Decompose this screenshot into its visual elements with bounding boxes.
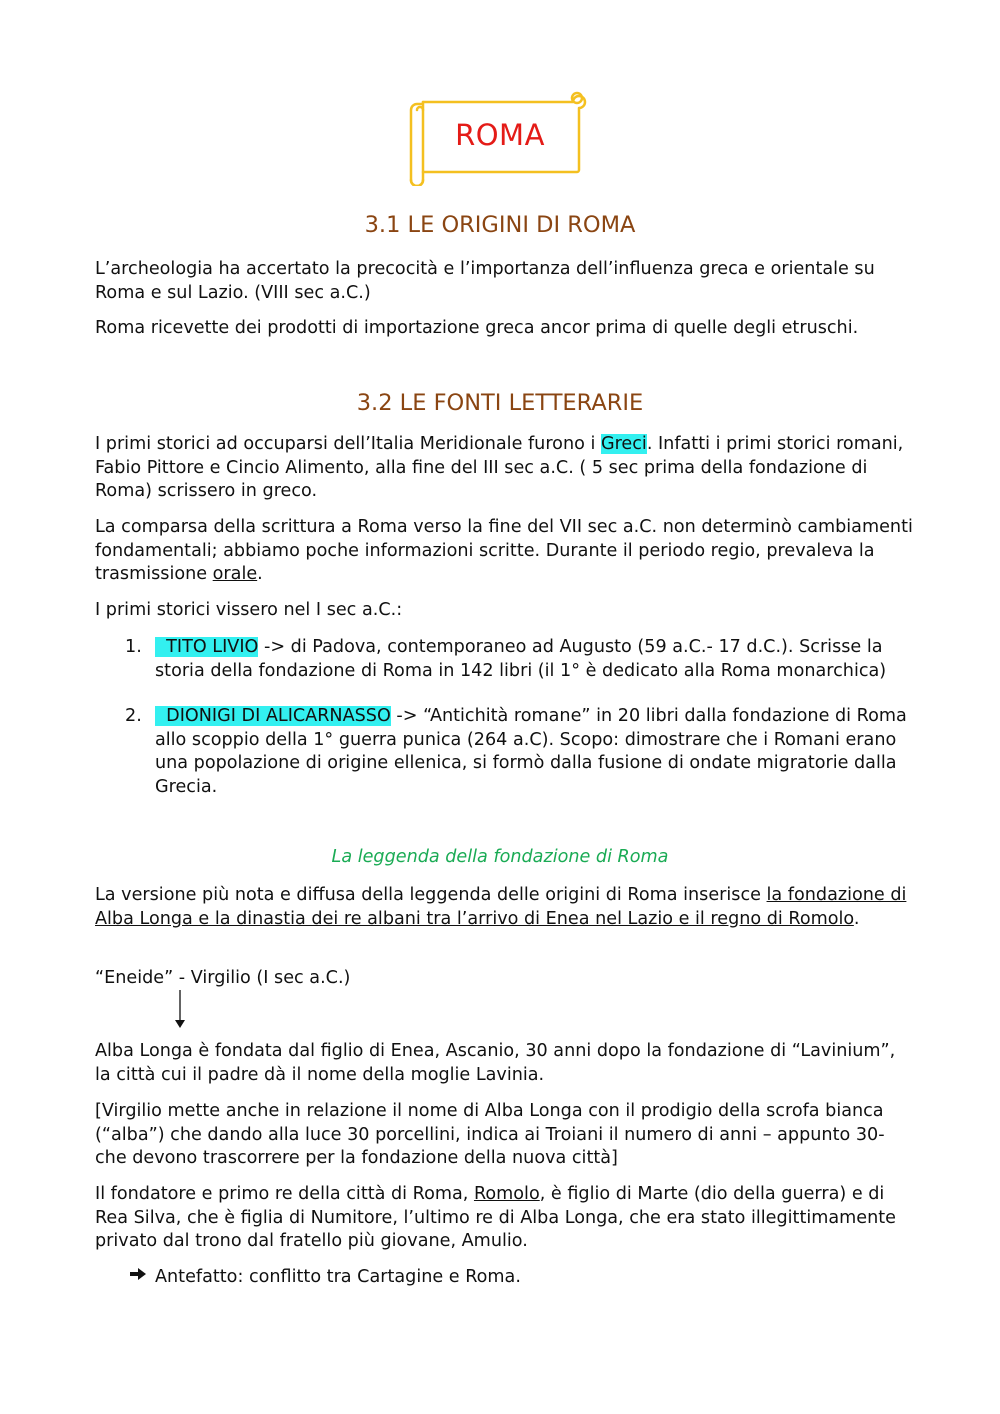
text-run: La versione più nota e diffusa della leggenda delle origini di Roma inserisce: [95, 885, 767, 905]
text-run: Il fondatore e primo re della città di Roma,: [95, 1184, 474, 1204]
paragraph-primi-storici-sec: I primi storici vissero nel I sec a.C.:: [95, 600, 403, 620]
paragraph-primi-storici: [95, 433, 915, 504]
paragraph-alba-longa: Alba Longa è fondata dal figlio di Enea, Ascanio, 30 anni dopo la fondazione di “Lavinium”, la città cui il padre dà il nome della moglie Lavinia.: [95, 1041, 896, 1085]
text-run: .: [853, 908, 860, 929]
highlighted-tito-livio: TITO LIVIO: [155, 637, 259, 657]
highlighted-greci: Greci: [600, 434, 647, 454]
section-heading-fonti: 3.2 LE FONTI LETTERARIE: [356, 390, 644, 416]
paragraph-scrittura: [95, 516, 915, 587]
highlighted-dionigi: DIONIGI DI ALICARNASSO: [155, 706, 391, 726]
underlined-romolo: Romolo: [473, 1184, 540, 1204]
text-run: -> di Padova, contemporaneo ad Augusto (59 a.C.- 17 d.C.). Scrisse la storia della fondazione di Roma in 142 libri (il 1° è dedicato alla Roma monarchica): [155, 637, 887, 681]
underlined-alba-longa: la fondazione di Alba Longa e la dinastia dei re albani tra l’arrivo di Enea nel Lazio e il regno di Romolo: [95, 885, 907, 929]
section-heading-origini: 3.1 LE ORIGINI DI ROMA: [364, 212, 636, 238]
right-arrow-bullet-icon: [128, 1264, 148, 1284]
paragraph-prodotti-greci: Roma ricevette dei prodotti di importazione greca ancor prima di quelle degli etruschi.: [95, 318, 859, 338]
text-run: . Infatti i primi storici romani, Fabio Pittore e Cincio Alimento, alla fine del III sec a.C. ( 5 sec prima della fondazione di Roma) scrissero in greco.: [95, 434, 904, 501]
list-number-1: 1.: [125, 637, 142, 657]
underlined-orale: orale: [212, 564, 258, 584]
text-run: -> “Antichità romane” in 20 libri dalla fondazione di Roma allo scoppio della 1° guerra punica (264 a.C). Scopo: dimostrare che i Romani erano una popolazione di origine ellenica, si formò dalla fusione di ondate migratorie dalla Grecia.: [155, 706, 907, 797]
list-item-dionigi: [155, 705, 915, 799]
list-item-tito-livio: [155, 636, 915, 683]
paragraph-versione: [95, 884, 915, 931]
down-arrow-icon: [172, 990, 188, 1030]
text-run: I primi storici ad occuparsi dell’Italia Meridionale furono i: [95, 434, 601, 454]
text-run: La comparsa della scrittura a Roma verso la fine del VII sec a.C. non determinò cambiamenti fondamentali; abbiamo poche informazioni scritte. Durante il periodo regio, prevaleva la trasmissione: [95, 517, 913, 584]
bullet-antefatto: Antefatto: conflitto tra Cartagine e Roma.: [155, 1267, 521, 1287]
banner-title: ROMA: [455, 118, 545, 152]
list-number-2: 2.: [125, 706, 142, 726]
paragraph-fondatore: [95, 1183, 915, 1254]
paragraph-eneide: “Eneide” - Virgilio (I sec a.C.): [95, 968, 351, 988]
paragraph-archeologia: L’archeologia ha accertato la precocità e l’importanza dell’influenza greca e orientale su Roma e sul Lazio. (VIII sec a.C.): [95, 259, 875, 303]
paragraph-virgilio: [Virgilio mette anche in relazione il nome di Alba Longa con il prodigio della scrofa bianca (“alba”) che dando alla luce 30 porcellini, indica ai Troiani il numero di anni – appunto 30- che devono trascorrere per la fondazione della nuova città]: [95, 1101, 885, 1168]
text-run: , è figlio di Marte (dio della guerra) e di Rea Silva, che è figlia di Numitore, l’ultimo re di Alba Longa, che era stato illegittimamente privato dal trono dal fratello più giovane, Amulio.: [95, 1184, 896, 1251]
text-run: .: [257, 564, 263, 584]
subtitle-leggenda: La leggenda della fondazione di Roma: [331, 847, 669, 867]
